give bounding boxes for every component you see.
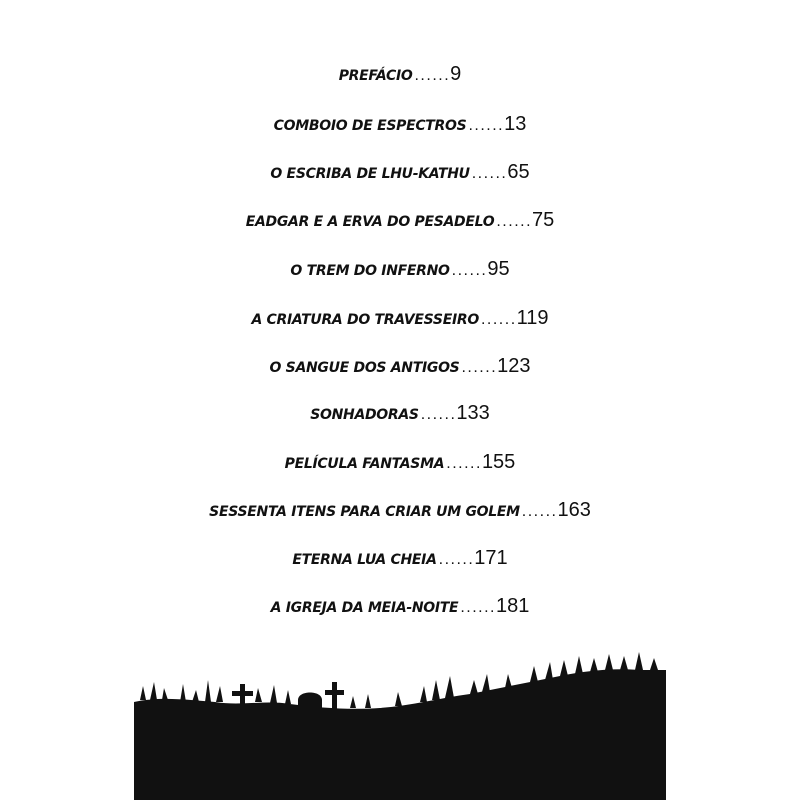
page-number: 155 <box>481 451 516 473</box>
toc-entry <box>0 114 800 134</box>
page-number: 133 <box>456 402 490 424</box>
chapter-title: ETERNA LUA CHEIA <box>292 552 437 568</box>
page-number: 75 <box>532 209 555 231</box>
page-number: 95 <box>487 258 510 280</box>
toc-entry <box>0 403 800 423</box>
leader-dots: ...... <box>471 165 508 182</box>
ground-silhouette <box>134 669 666 800</box>
toc-entry <box>0 596 800 616</box>
chapter-title: EADGAR E A ERVA DO PESADELO <box>245 214 495 230</box>
leader-dots: ...... <box>420 406 457 423</box>
toc-entry <box>0 500 800 520</box>
graveyard-silhouette <box>0 640 800 800</box>
leader-dots: ...... <box>461 359 498 376</box>
leader-dots: ...... <box>480 311 517 328</box>
toc-entry <box>0 356 800 376</box>
chapter-title: O SANGUE DOS ANTIGOS <box>269 360 460 376</box>
leader-dots: ...... <box>438 551 475 568</box>
page-number: 163 <box>557 499 591 521</box>
leader-dots: ...... <box>460 599 496 616</box>
page-number: 13 <box>504 113 527 135</box>
chapter-title: O ESCRIBA DE LHU-KATHU <box>270 166 470 182</box>
chapter-title: COMBOIO DE ESPECTROS <box>273 118 467 134</box>
toc-entry <box>0 259 800 279</box>
toc-entry <box>0 162 800 182</box>
toc-entry <box>0 64 800 84</box>
leader-dots: ...... <box>496 213 533 230</box>
page-number: 119 <box>516 307 549 329</box>
toc-entry <box>0 308 800 328</box>
leader-dots: ...... <box>446 455 482 472</box>
leader-dots: ...... <box>468 117 505 134</box>
chapter-title: SESSENTA ITENS PARA CRIAR UM GOLEM <box>209 504 520 520</box>
chapter-title: SONHADORAS <box>310 407 419 423</box>
page-number: 65 <box>507 161 530 183</box>
toc-entry <box>0 452 800 472</box>
leader-dots: ...... <box>451 262 488 279</box>
page-number: 9 <box>450 63 462 85</box>
toc-entry <box>0 210 800 230</box>
chapter-title: PELÍCULA FANTASMA <box>284 456 445 472</box>
chapter-title: A CRIATURA DO TRAVESSEIRO <box>251 312 479 328</box>
page-number: 181 <box>496 595 530 617</box>
chapter-title: PREFÁCIO <box>338 68 413 84</box>
leader-dots: ...... <box>414 67 451 84</box>
chapter-title: O TREM DO INFERNO <box>290 263 450 279</box>
page-number: 171 <box>474 547 508 569</box>
chapter-title: A IGREJA DA MEIA-NOITE <box>270 600 459 616</box>
toc-entry <box>0 548 800 568</box>
leader-dots: ...... <box>521 503 558 520</box>
tombstone-icon <box>298 693 322 713</box>
page-number: 123 <box>497 355 531 377</box>
